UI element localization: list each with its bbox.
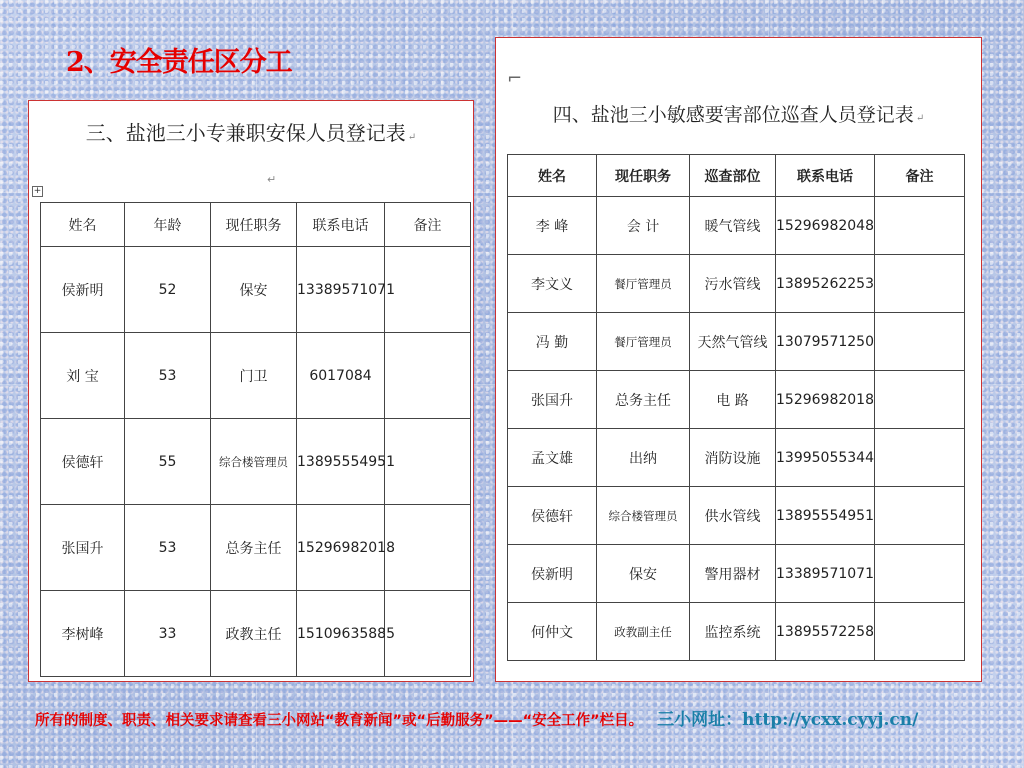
column-header: 姓名 — [41, 203, 125, 247]
table-cell — [875, 255, 965, 313]
left-table-panel — [28, 100, 474, 682]
right-table — [507, 154, 965, 661]
table-cell — [875, 487, 965, 545]
table-cell: 餐厅管理员 — [597, 255, 690, 313]
table-row — [508, 255, 965, 313]
table-row — [508, 371, 965, 429]
table-cell: 何仲文 — [508, 603, 597, 661]
table-cell: 侯德轩 — [508, 487, 597, 545]
left-table — [40, 202, 471, 677]
column-header: 现任职务 — [597, 155, 690, 197]
table-cell: 53 — [125, 333, 211, 419]
left-table-title: 三、盐池三小专兼职安保人员登记表 — [85, 121, 406, 145]
column-header: 联系电话 — [776, 155, 875, 197]
table-cell: 6017084 — [297, 333, 385, 419]
column-header: 现任职务 — [211, 203, 297, 247]
table-row — [41, 419, 471, 505]
table-cell: 会 计 — [597, 197, 690, 255]
table-cell: 侯德轩 — [41, 419, 125, 505]
paragraph-mark: ↵ — [407, 132, 417, 143]
left-table-title-wrap — [29, 117, 473, 146]
table-cell: 餐厅管理员 — [597, 313, 690, 371]
table-cell: 15296982018 — [776, 371, 875, 429]
column-header: 年龄 — [125, 203, 211, 247]
table-row — [508, 197, 965, 255]
school-website-link[interactable]: 三小网址：http://ycxx.cyyj.cn/ — [657, 710, 919, 730]
table-row — [508, 313, 965, 371]
table-cell: 15296982048 — [776, 197, 875, 255]
table-row — [508, 487, 965, 545]
table-cell: 53 — [125, 505, 211, 591]
table-cell: 暖气管线 — [690, 197, 776, 255]
table-cell: 消防设施 — [690, 429, 776, 487]
right-table-title: 四、盐池三小敏感要害部位巡查人员登记表 — [552, 104, 914, 126]
table-cell: 侯新明 — [41, 247, 125, 333]
table-cell: 综合楼管理员 — [597, 487, 690, 545]
table-move-handle[interactable]: + — [33, 186, 42, 196]
table-cell: 李 峰 — [508, 197, 597, 255]
table-cell: 出纳 — [597, 429, 690, 487]
table-cell: 33 — [125, 591, 211, 677]
column-header: 备注 — [385, 203, 471, 247]
table-cell: 13995055344 — [776, 429, 875, 487]
footer — [35, 705, 918, 730]
table-cell: 13389571071 — [776, 545, 875, 603]
table-cell — [385, 591, 471, 677]
paragraph-mark: ↵ — [915, 113, 925, 124]
table-cell — [875, 371, 965, 429]
right-table-panel — [495, 37, 982, 682]
table-row — [41, 591, 471, 677]
table-cell: 天然气管线 — [690, 313, 776, 371]
table-cell: 52 — [125, 247, 211, 333]
table-cell: 13895262253 — [776, 255, 875, 313]
table-cell: 刘 宝 — [41, 333, 125, 419]
table-cell: 李树峰 — [41, 591, 125, 677]
table-cell: 警用器材 — [690, 545, 776, 603]
table-cell: 13895554951 — [776, 487, 875, 545]
table-cell — [875, 429, 965, 487]
table-cell — [385, 333, 471, 419]
table-cell: 13389571071 — [297, 247, 385, 333]
table-cell: 政教主任 — [211, 591, 297, 677]
table-cell — [875, 603, 965, 661]
table-cell: 总务主任 — [211, 505, 297, 591]
column-header: 姓名 — [508, 155, 597, 197]
table-row — [508, 429, 965, 487]
table-cell — [875, 545, 965, 603]
table-cell: 15109635885 — [297, 591, 385, 677]
table-cell: 总务主任 — [597, 371, 690, 429]
table-cell: 冯 勤 — [508, 313, 597, 371]
table-cell: 13895572258 — [776, 603, 875, 661]
table-cell: 保安 — [211, 247, 297, 333]
section-heading: 2、安全责任区分工 — [66, 47, 292, 78]
table-cell: 55 — [125, 419, 211, 505]
paragraph-mark: ↵ — [267, 173, 277, 186]
table-cell — [875, 197, 965, 255]
column-header: 巡查部位 — [690, 155, 776, 197]
table-cell: 孟文雄 — [508, 429, 597, 487]
table-header-row — [508, 155, 965, 197]
column-header: 备注 — [875, 155, 965, 197]
column-header: 联系电话 — [297, 203, 385, 247]
corner-mark: ⌐ — [507, 68, 523, 89]
table-cell — [385, 247, 471, 333]
table-cell: 15296982018 — [297, 505, 385, 591]
table-cell: 13079571250 — [776, 313, 875, 371]
table-header-row — [41, 203, 471, 247]
table-cell: 监控系统 — [690, 603, 776, 661]
right-table-title-wrap — [496, 100, 981, 127]
table-cell — [385, 505, 471, 591]
table-row — [41, 505, 471, 591]
table-cell: 供水管线 — [690, 487, 776, 545]
table-cell: 污水管线 — [690, 255, 776, 313]
table-row — [508, 603, 965, 661]
table-cell: 保安 — [597, 545, 690, 603]
table-cell: 13895554951 — [297, 419, 385, 505]
table-cell: 综合楼管理员 — [211, 419, 297, 505]
table-row — [41, 333, 471, 419]
table-cell: 张国升 — [508, 371, 597, 429]
table-cell — [385, 419, 471, 505]
table-cell: 张国升 — [41, 505, 125, 591]
table-cell: 政教副主任 — [597, 603, 690, 661]
table-row — [41, 247, 471, 333]
table-cell — [875, 313, 965, 371]
table-cell: 李文义 — [508, 255, 597, 313]
footer-notice: 所有的制度、职责、相关要求请查看三小网站“教育新闻”或“后勤服务”——“安全工作”栏目。 — [35, 713, 644, 729]
table-row — [508, 545, 965, 603]
table-cell: 电 路 — [690, 371, 776, 429]
table-cell: 侯新明 — [508, 545, 597, 603]
table-cell: 门卫 — [211, 333, 297, 419]
